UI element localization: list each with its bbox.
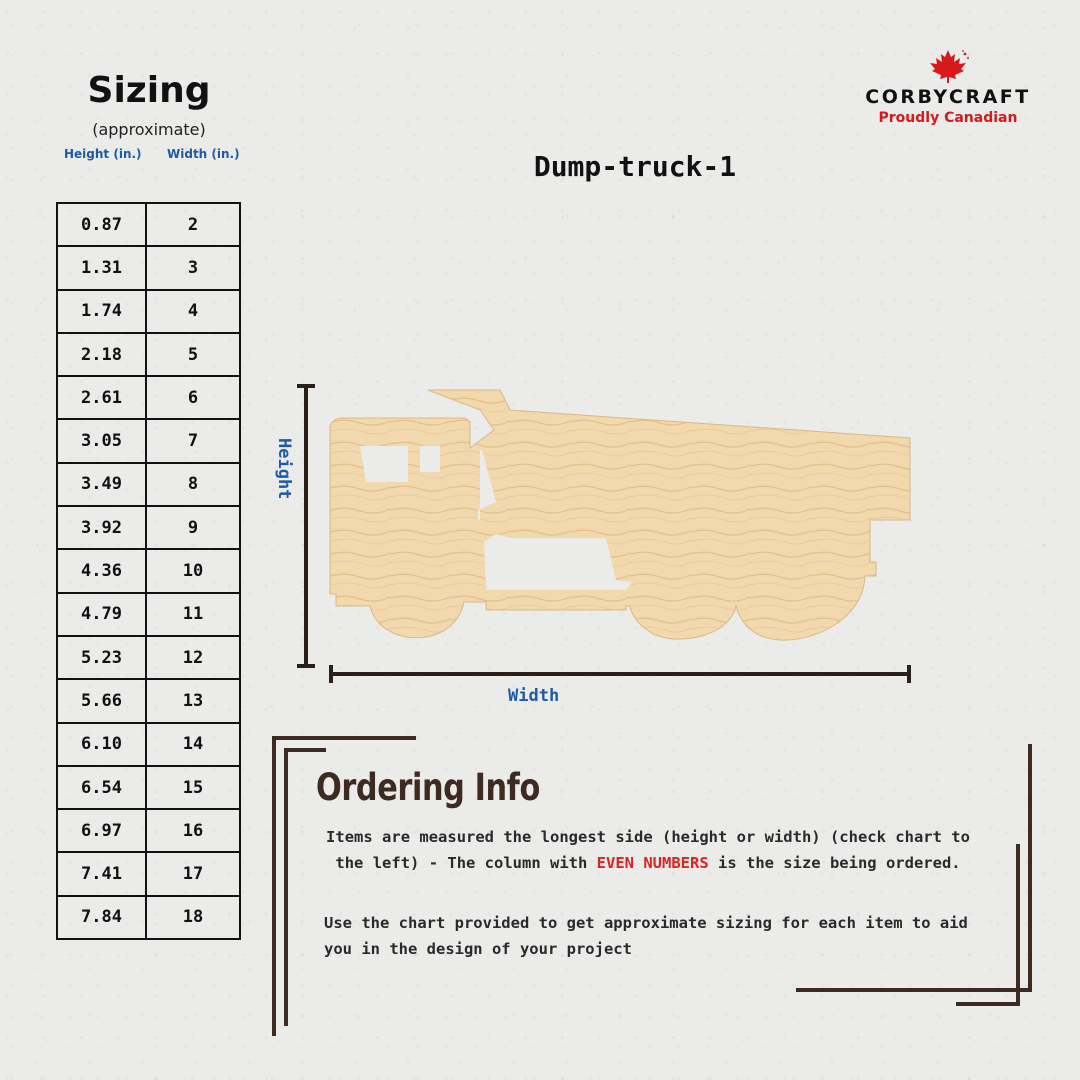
width-cell: 7 bbox=[146, 419, 240, 462]
height-cell: 7.41 bbox=[57, 852, 146, 895]
table-row bbox=[57, 766, 240, 809]
height-cell: 4.79 bbox=[57, 593, 146, 636]
height-cell: 5.66 bbox=[57, 679, 146, 722]
brand-logo bbox=[858, 48, 1038, 126]
sizing-table bbox=[56, 202, 241, 940]
height-cell: 1.31 bbox=[57, 246, 146, 289]
even-numbers-highlight: EVEN NUMBERS bbox=[596, 854, 709, 872]
width-cell: 14 bbox=[146, 723, 240, 766]
product-title: Dump-truck-1 bbox=[533, 150, 737, 183]
height-cell: 6.10 bbox=[57, 723, 146, 766]
width-cell: 8 bbox=[146, 463, 240, 506]
width-cell: 12 bbox=[146, 636, 240, 679]
dump-truck-silhouette bbox=[330, 390, 910, 640]
height-cell: 6.97 bbox=[57, 809, 146, 852]
height-cell: 0.87 bbox=[57, 203, 146, 246]
table-row bbox=[57, 376, 240, 419]
table-row bbox=[57, 636, 240, 679]
table-row bbox=[57, 723, 240, 766]
height-dimension-line bbox=[297, 386, 315, 666]
product-diagram bbox=[270, 370, 930, 710]
width-cell: 2 bbox=[146, 203, 240, 246]
height-cell: 5.23 bbox=[57, 636, 146, 679]
ordering-info-title: Ordering Info bbox=[316, 766, 540, 809]
sizing-subtitle: (approximate) bbox=[92, 120, 206, 139]
width-cell: 6 bbox=[146, 376, 240, 419]
table-row bbox=[57, 549, 240, 592]
width-cell: 13 bbox=[146, 679, 240, 722]
width-cell: 18 bbox=[146, 896, 240, 939]
width-cell: 4 bbox=[146, 290, 240, 333]
height-cell: 4.36 bbox=[57, 549, 146, 592]
ordering-info-paragraph-2: Use the chart provided to get approximate sizing for each item to aid you in the design of your project bbox=[324, 914, 968, 958]
width-dimension-line bbox=[331, 665, 909, 683]
table-row bbox=[57, 463, 240, 506]
ordering-info-paragraph-1: Items are measured the longest side (height or width) (check chart to the left) - The column with EVEN NUMBERS is the size being ordered. bbox=[326, 828, 970, 872]
brand-name: CORBYCRAFT bbox=[865, 86, 1031, 108]
height-cell: 3.05 bbox=[57, 419, 146, 462]
width-cell: 10 bbox=[146, 549, 240, 592]
table-row bbox=[57, 852, 240, 895]
width-cell: 15 bbox=[146, 766, 240, 809]
width-column-header: Width (in.) bbox=[167, 147, 240, 161]
brand-tagline: Proudly Canadian bbox=[878, 110, 1018, 126]
width-cell: 3 bbox=[146, 246, 240, 289]
table-row bbox=[57, 809, 240, 852]
table-row bbox=[57, 506, 240, 549]
height-cell: 3.49 bbox=[57, 463, 146, 506]
width-label: Width bbox=[508, 686, 560, 706]
table-row bbox=[57, 679, 240, 722]
width-cell: 16 bbox=[146, 809, 240, 852]
height-cell: 2.61 bbox=[57, 376, 146, 419]
maple-leaf-icon bbox=[925, 48, 971, 84]
table-row bbox=[57, 333, 240, 376]
width-cell: 11 bbox=[146, 593, 240, 636]
table-row bbox=[57, 896, 240, 939]
table-row bbox=[57, 246, 240, 289]
height-cell: 7.84 bbox=[57, 896, 146, 939]
height-cell: 6.54 bbox=[57, 766, 146, 809]
width-cell: 9 bbox=[146, 506, 240, 549]
height-cell: 1.74 bbox=[57, 290, 146, 333]
height-cell: 2.18 bbox=[57, 333, 146, 376]
table-row bbox=[57, 203, 240, 246]
height-label: Height bbox=[274, 438, 294, 500]
width-cell: 5 bbox=[146, 333, 240, 376]
width-cell: 17 bbox=[146, 852, 240, 895]
sizing-title: Sizing bbox=[87, 70, 211, 111]
height-cell: 3.92 bbox=[57, 506, 146, 549]
table-row bbox=[57, 593, 240, 636]
table-row bbox=[57, 419, 240, 462]
table-row bbox=[57, 290, 240, 333]
height-column-header: Height (in.) bbox=[64, 147, 142, 161]
